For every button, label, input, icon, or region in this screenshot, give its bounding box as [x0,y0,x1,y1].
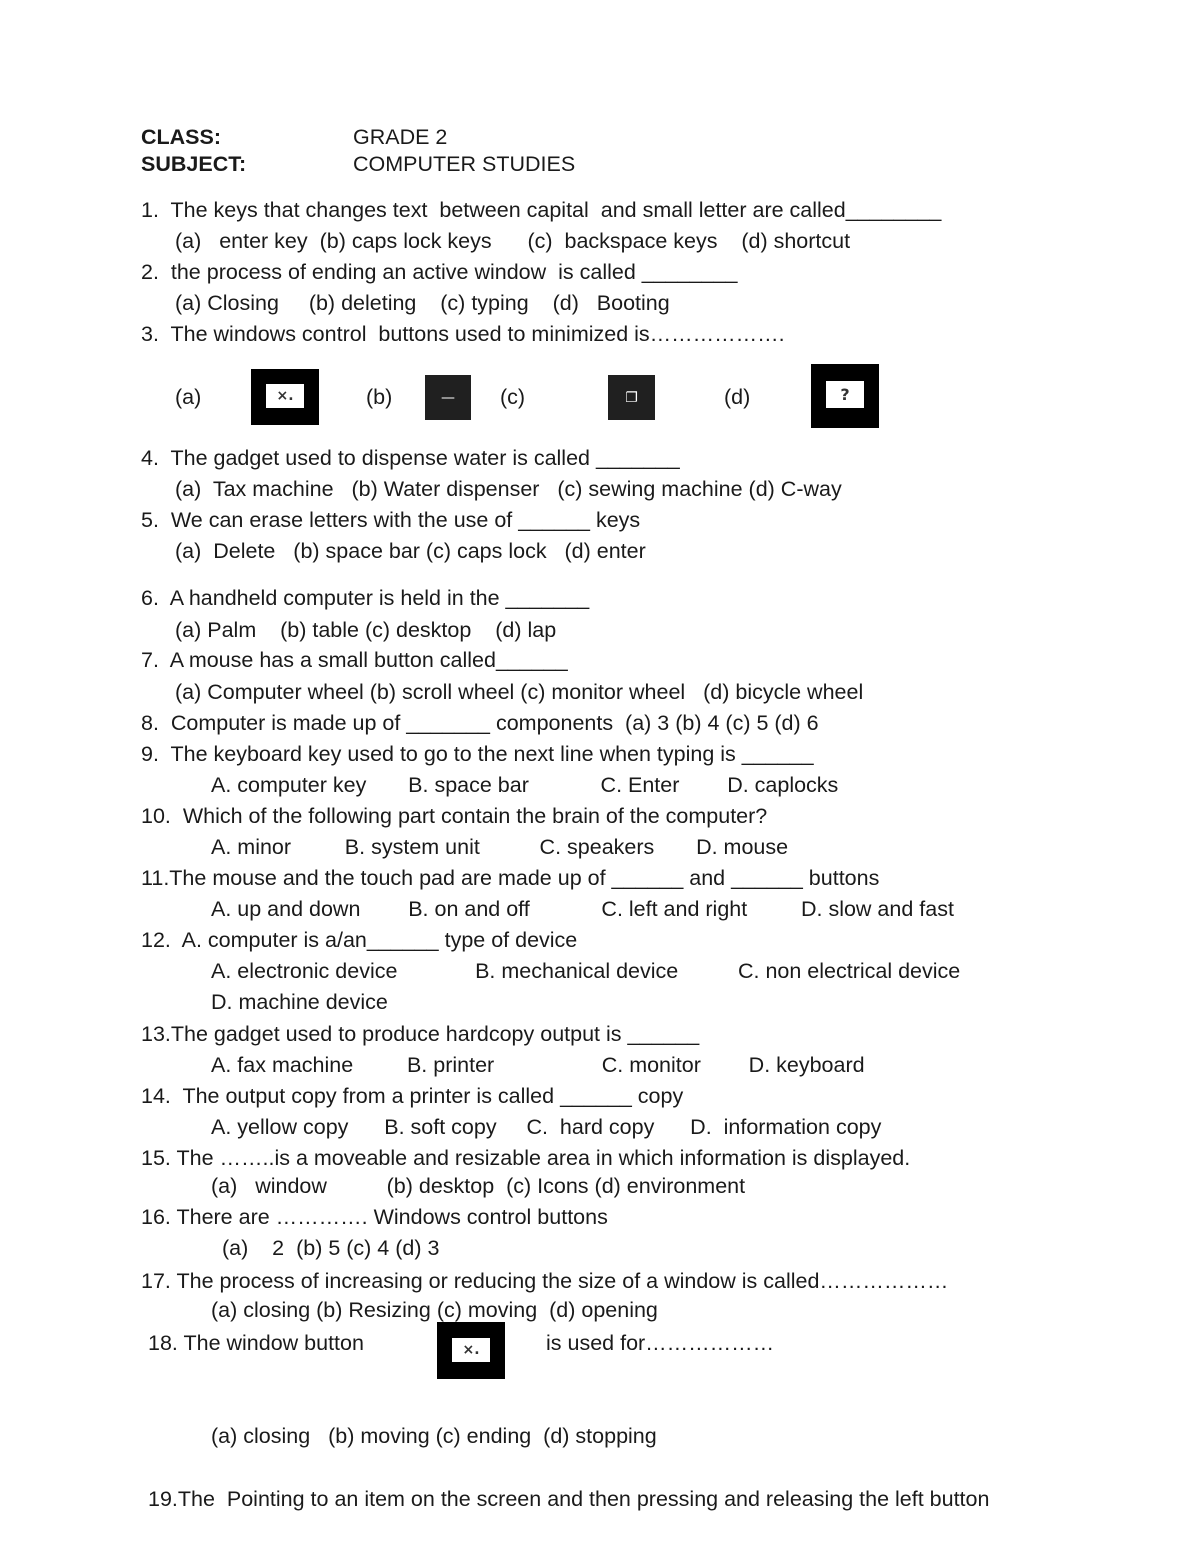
close-button-icon-q18 [437,1322,505,1379]
question-15-options: (a) window (b) desktop (c) Icons (d) environment [211,1174,746,1198]
question-9: 9. The keyboard key used to go to the next line when typing is ______ [141,742,814,766]
question-17: 17. The process of increasing or reducing the size of a window is called……………… [141,1269,949,1293]
help-button-icon [811,364,879,428]
question-11-options: A. up and down B. on and off C. left and right D. slow and fast [211,897,954,921]
question-13: 13.The gadget used to produce hardcopy output is ______ [141,1022,700,1046]
close-icon: ×. [266,384,304,408]
subject-value: COMPUTER STUDIES [353,152,576,176]
question-6-options: (a) Palm (b) table (c) desktop (d) lap [175,618,557,642]
question-14: 14. The output copy from a printer is called ______ copy [141,1084,684,1108]
q3-option-b-label: (b) [366,385,393,409]
question-9-options: A. computer key B. space bar C. Enter D. caplocks [211,773,839,797]
question-4-options: (a) Tax machine (b) Water dispenser (c) sewing machine (d) C-way [175,477,842,501]
question-8: 8. Computer is made up of _______ components (a) 3 (b) 4 (c) 5 (d) 6 [141,711,819,735]
question-18-start: 18. The window button [148,1331,364,1355]
question-11: 11.The mouse and the touch pad are made up of ______ and ______ buttons [141,866,880,890]
question-10-options: A. minor B. system unit C. speakers D. mouse [211,835,789,859]
question-16-options: (a) 2 (b) 5 (c) 4 (d) 3 [222,1236,440,1260]
question-19: 19.The Pointing to an item on the screen and then pressing and releasing the left button [148,1487,990,1511]
q3-option-a-label: (a) [175,385,202,409]
question-7: 7. A mouse has a small button called______ [141,648,568,672]
q3-option-d-label: (d) [724,385,751,409]
question-13-options: A. fax machine B. printer C. monitor D. keyboard [211,1053,865,1077]
question-12-options-2: D. machine device [211,990,388,1014]
question-5-options: (a) Delete (b) space bar (c) caps lock (d) enter [175,539,646,563]
question-12: 12. A. computer is a/an______ type of device [141,928,578,952]
question-1-options: (a) enter key (b) caps lock keys (c) backspace keys (d) shortcut [175,229,851,253]
q3-option-c-label: (c) [500,385,526,409]
class-label: CLASS: [141,125,222,149]
question-6: 6. A handheld computer is held in the _______ [141,586,590,610]
question-17-options: (a) closing (b) Resizing (c) moving (d) opening [211,1298,658,1322]
question-3: 3. The windows control buttons used to minimized is………………. [141,322,785,346]
close-button-icon [251,369,319,425]
question-14-options: A. yellow copy B. soft copy C. hard copy D. information copy [211,1115,882,1139]
question-2-options: (a) Closing (b) deleting (c) typing (d) Booting [175,291,670,315]
question-16: 16. There are …………. Windows control buttons [141,1205,608,1229]
restore-icon: ❐ [625,389,638,406]
class-value: GRADE 2 [353,125,448,149]
restore-button-icon [608,375,655,420]
minimize-button-icon [425,375,471,420]
question-12-options: A. electronic device B. mechanical device C. non electrical device [211,959,961,983]
question-10: 10. Which of the following part contain the brain of the computer? [141,804,768,828]
question-2: 2. the process of ending an active window is called ________ [141,260,738,284]
question-1: 1. The keys that changes text between capital and small letter are called________ [141,198,942,222]
question-7-options: (a) Computer wheel (b) scroll wheel (c) monitor wheel (d) bicycle wheel [175,680,864,704]
question-5: 5. We can erase letters with the use of ______ keys [141,508,641,532]
question-15: 15. The ……..is a moveable and resizable area in which information is displayed. [141,1146,911,1170]
question-18-options: (a) closing (b) moving (c) ending (d) stopping [211,1424,657,1448]
close-icon: ×. [452,1338,490,1362]
question-18-end: is used for……………… [546,1331,775,1355]
help-icon: ? [826,381,864,408]
subject-label: SUBJECT: [141,152,247,176]
minimize-icon: — [441,389,455,406]
question-4: 4. The gadget used to dispense water is called _______ [141,446,680,470]
